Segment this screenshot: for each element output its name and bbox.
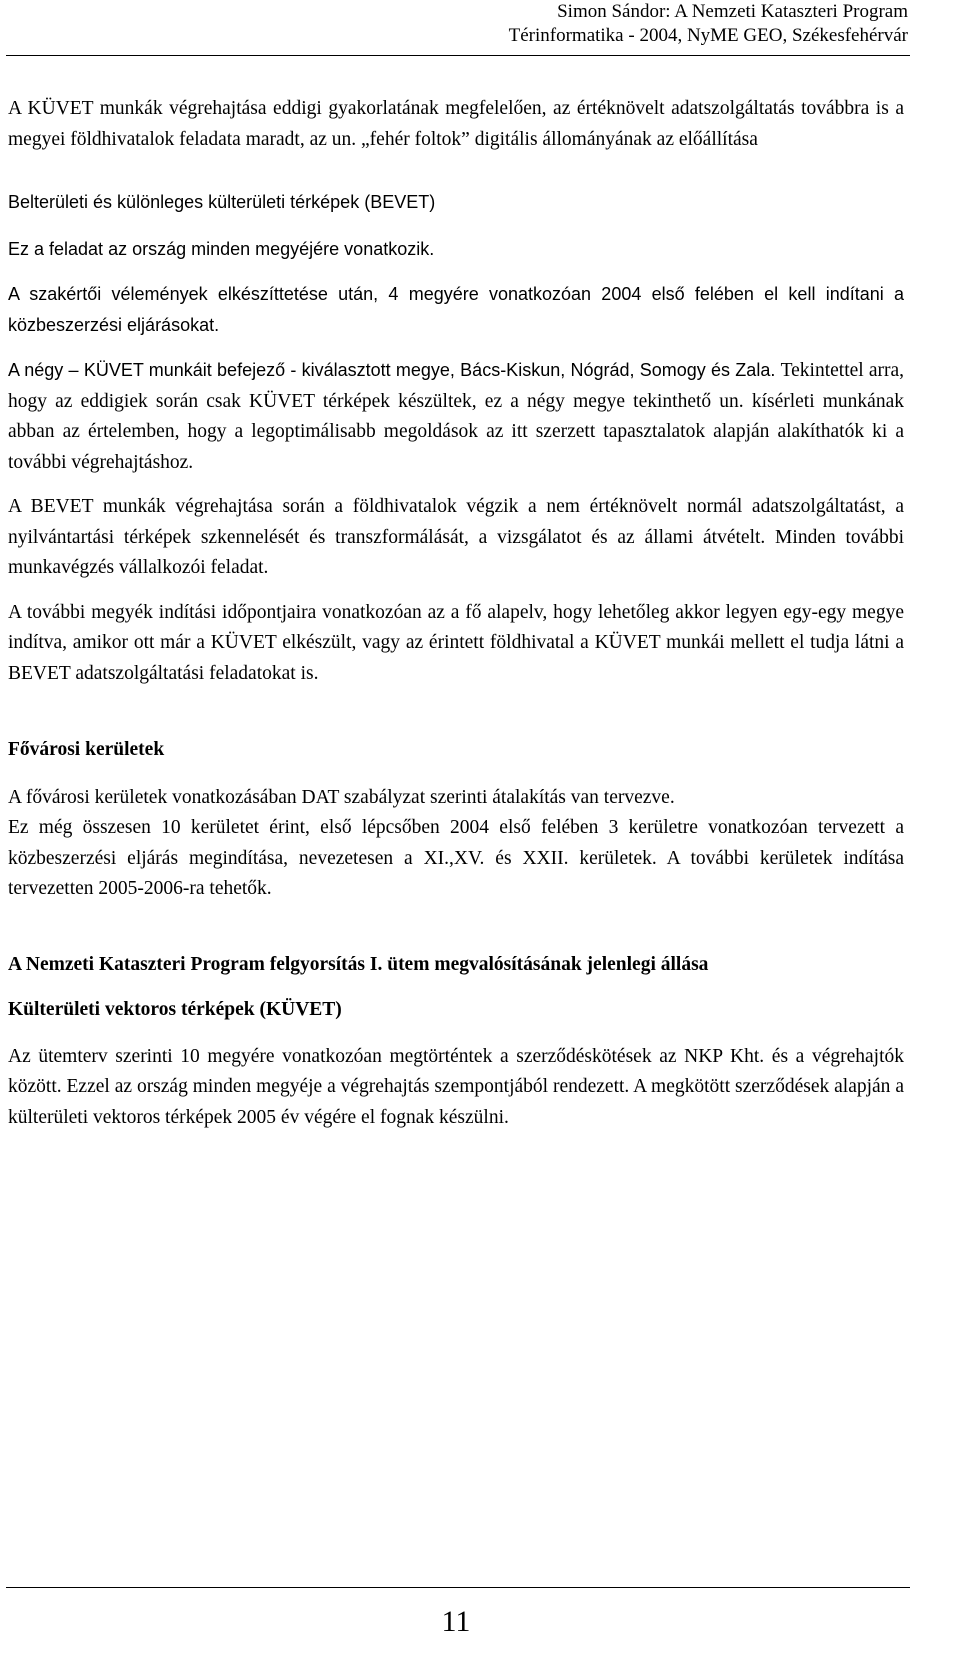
- paragraph-bevet-procurement: A szakértői vélemények elkészíttetése után, 4 megyére vonatkozóan 2004 első felében el kell indítani a közbeszerzési eljárásokat.: [8, 284, 904, 335]
- paragraph-bevet-execution: A BEVET munkák végrehajtása során a földhivatalok végzik a nem értéknövelt normál adatszolgáltatást, a nyilvántartási térképek szkennelését és transzformálását, a vizsgálatot és az állami átvételt. Minden további munkavégzés vállalkozói feladat.: [8, 496, 904, 578]
- heading-bevet: Belterületi és különleges külterületi térképek (BEVET): [8, 192, 436, 212]
- document-body: [8, 94, 904, 1133]
- paragraph-bevet-counties-rest: Tekintettel arra, hogy az eddigiek során csak KÜVET térképek készültek, ez a négy megye tekinthető un. kísérleti munkának abban az értelemben, hogy a legoptimálisabb megoldások az itt szerzett tapasztalatok alapján alakíthatók ki a további végrehajtáshoz.: [8, 360, 904, 473]
- paragraph-kuvet-intro: A KÜVET munkák végrehajtása eddigi gyakorlatának megfelelően, az értéknövelt adatszolgáltatás továbbra is a megyei földhivatalok feladata maradt, az un. „fehér foltok” digitális állományának az előállítása: [8, 98, 904, 150]
- paragraph-bevet-scope: Ez a feladat az ország minden megyéjére vonatkozik.: [8, 238, 435, 259]
- heading-fovarosi-keruletek: Fővárosi kerületek: [8, 739, 165, 760]
- paragraph-bevet-counties-lead: A négy – KÜVET munkáit befejező - kiválasztott megye, Bács-Kiskun, Nógrád, Somogy és Zala.: [8, 360, 781, 380]
- running-header: [509, 0, 908, 48]
- heading-kuvet: Külterületi vektoros térképek (KÜVET): [8, 999, 342, 1020]
- paragraph-further-counties: A további megyék indítási időpontjaira vonatkozóan az a fő alapelv, hogy lehetőleg akkor legyen egy-egy megye indítva, amikor ott már a KÜVET elkészült, vagy az érintett földhivatal a KÜVET munkái mellett el tudja látni a BEVET adatszolgáltatási feladatokat is.: [8, 601, 904, 684]
- paragraph-bevet-counties: [8, 355, 904, 478]
- header-conference: Térinformatika - 2004, NyME GEO, Székesfehérvár: [508, 25, 908, 46]
- paragraph-fovarosi-districts: Ez még összesen 10 kerületet érint, első lépcsőben 2004 első felében 3 kerületre vonatkozóan tervezett a közbeszerzési eljárás megindítása, nevezetesen a XI.,XV. és XXII. kerületek. A további kerületek indítása tervezetten 2005-2006-ra tehetők.: [8, 817, 904, 899]
- heading-nkp-status: A Nemzeti Kataszteri Program felgyorsítás I. ütem megvalósításának jelenlegi állása: [8, 953, 709, 975]
- header-divider: [6, 55, 910, 56]
- page-number: 11: [441, 1605, 471, 1638]
- footer-divider: [6, 1587, 910, 1588]
- header-author-title: Simon Sándor: A Nemzeti Kataszteri Program: [557, 1, 908, 22]
- paragraph-kuvet-contracts: Az ütemterv szerinti 10 megyére vonatkozóan megtörténtek a szerződéskötések az NKP Kht. és a végrehajtók között. Ezzel az ország minden megyéje a végrehajtás szempontjából rendezett. A megkötött szerződések alapján a külterületi vektoros térképek 2005 év végére el fognak készülni.: [8, 1045, 904, 1128]
- paragraph-fovarosi-dat: A fővárosi kerületek vonatkozásában DAT szabályzat szerinti átalakítás van tervezve.: [8, 786, 675, 808]
